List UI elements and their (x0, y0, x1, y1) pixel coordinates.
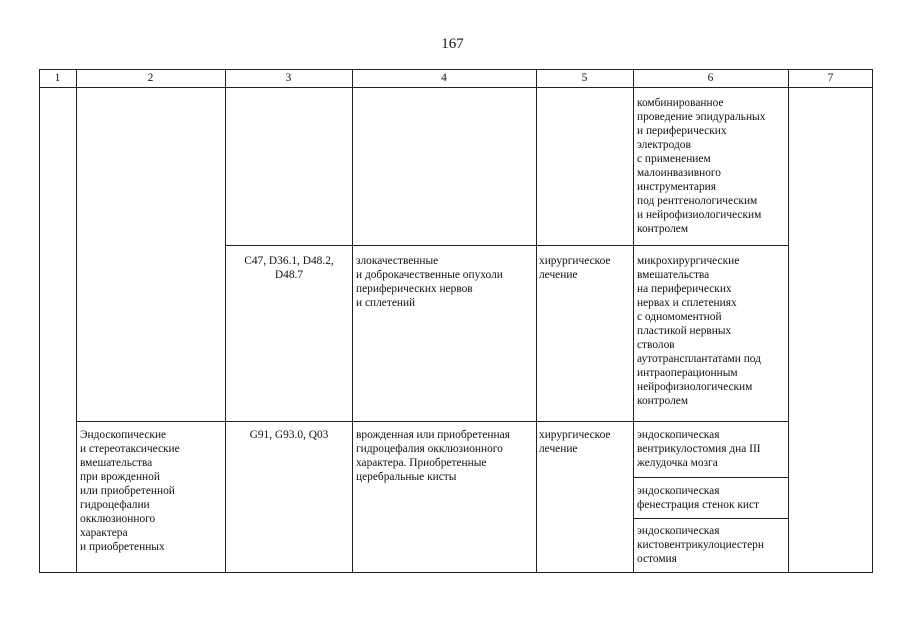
row3-method-2: эндоскопическая фенестрация стенок кист (637, 485, 759, 511)
page-number: 167 (441, 36, 464, 52)
medical-care-table (39, 69, 873, 573)
row2-model: злокачественные и доброкачественные опухоли периферических нервов и сплетений (356, 255, 503, 309)
method-divider-1 (633, 477, 788, 478)
row-divider-1 (225, 245, 788, 246)
row3-treatment: хирургическое лечение (539, 429, 611, 455)
header-col-6: 6 (707, 72, 714, 84)
row3-method-1: эндоскопическая вентрикулостомия дна III желудочка мозга (637, 429, 761, 469)
col-divider-3 (352, 69, 353, 573)
row3-model: врожденная или приобретенная гидроцефалия окклюзионного характера. Приобретенные церебральные кисты (356, 429, 510, 483)
row3-profile: Эндоскопические и стереотаксические вмешательства при врожденной или приобретенной гидроцефалии окклюзионного характера и приобретенных (80, 429, 180, 553)
header-bottom-border (39, 87, 873, 88)
row2-treatment: хирургическое лечение (539, 255, 611, 281)
row1-method: комбинированное проведение эпидуральных и периферических электродов с применением малоинвазивного инструментария под рентгенологическим и нейрофизиологическим контролем (637, 97, 766, 235)
row3-method-3: эндоскопическая кистовентрикулоциестерн остомия (637, 525, 764, 565)
header-col-7: 7 (827, 72, 834, 84)
header-col-4: 4 (441, 72, 447, 84)
col-divider-2 (225, 69, 226, 573)
col-divider-5 (633, 69, 634, 573)
col-divider-4 (536, 69, 537, 573)
header-col-3: 3 (285, 72, 292, 84)
row3-codes: G91, G93.0, Q03 (249, 429, 329, 441)
table-right-border (872, 69, 873, 573)
header-col-5: 5 (581, 72, 588, 84)
header-col-2: 2 (147, 72, 154, 84)
method-divider-2 (633, 518, 788, 519)
header-col-1: 1 (54, 72, 61, 84)
table-left-border (39, 69, 40, 573)
row2-method: микрохирургические вмешательства на периферических нервах и сплетениях с одномоментной пластикой нервных стволов аутотрансплантатами под интраоперационным нейрофизиологическим контролем (637, 255, 761, 407)
table-bottom-border (39, 572, 873, 573)
row-divider-2 (76, 421, 788, 422)
row2-codes: C47, D36.1, D48.2, D48.7 (244, 255, 334, 281)
col-divider-1 (76, 69, 77, 573)
